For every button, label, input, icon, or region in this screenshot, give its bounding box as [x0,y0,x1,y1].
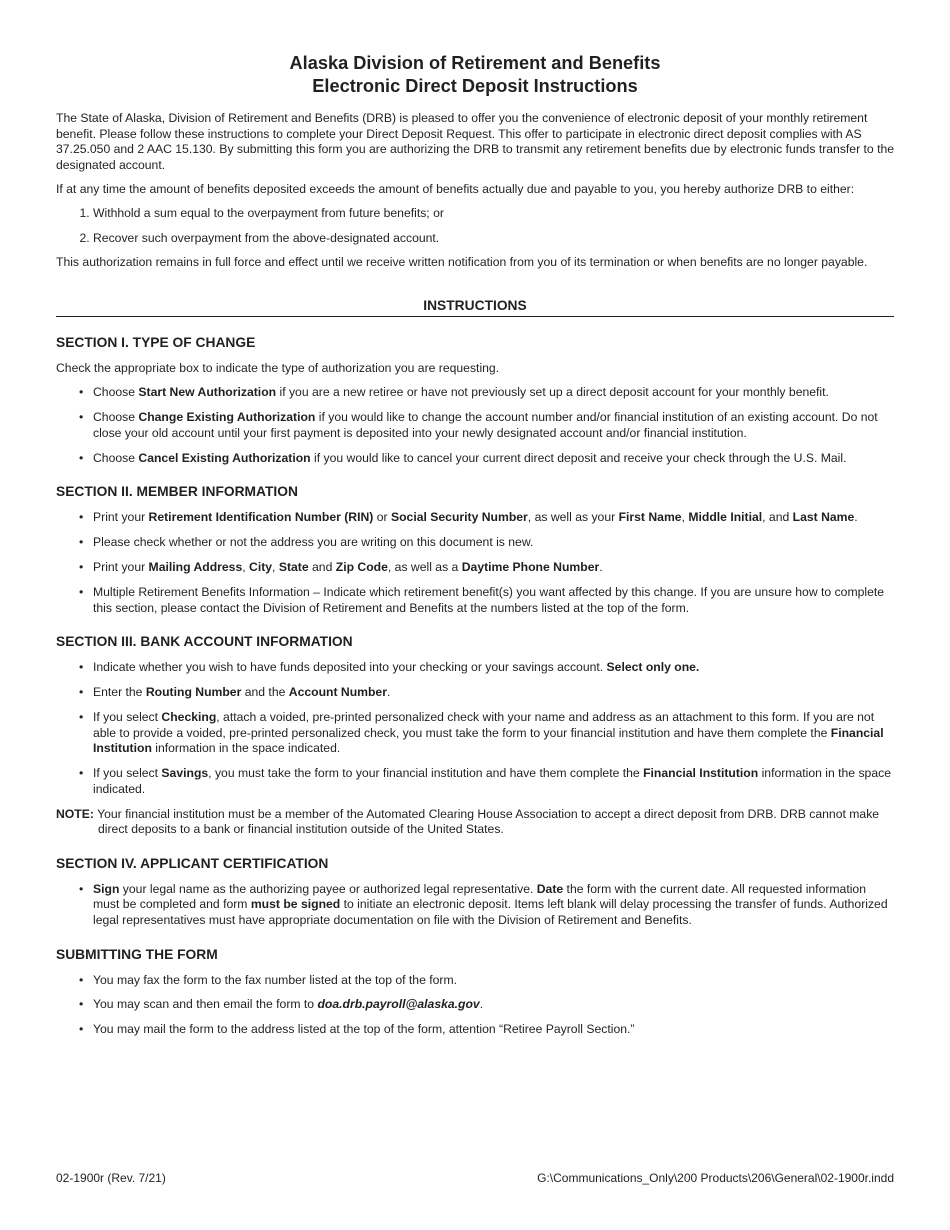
list-item: • You may scan and then email the form to doa.drb.payroll@alaska.gov. [79,997,484,1012]
list-item: • Print your Retirement Identification Number (RIN) or Social Security Number, as well as your First Name, Middle Initial, and Last Name. [79,510,858,525]
overpayment-paragraph: If at any time the amount of benefits deposited exceeds the amount of benefits actually due and payable to you, you hereby authorize DRB to either: [56,181,855,196]
list-item: • Multiple Retirement Benefits Information – Indicate which retirement benefit(s) you want affected by this change. If you are unsure how to complete this section, please contact the Division of Retirement and Benefits at the numbers listed at the top of the form. [79,585,885,615]
note-label: NOTE: [56,806,94,821]
section-1-heading: SECTION I. TYPE OF CHANGE [56,335,256,351]
list-item: • Choose Cancel Existing Authorization if you would like to cancel your current direct deposit and receive your check through the U.S. Mail. [79,450,847,465]
form-number: 02-1900r (Rev. 7/21) [56,1171,166,1185]
section-1-lead: Check the appropriate box to indicate the type of authorization you are requesting. [56,361,500,376]
title-line-1: Alaska Division of Retirement and Benefits [289,53,661,73]
submitting-heading: SUBMITTING THE FORM [56,946,218,962]
bullet-icon: • [79,972,84,987]
note-text: Your financial institution must be a member of the Automated Clearing House Association to accept a direct deposit from DRB. DRB cannot make direct deposits to a bank or financial institution outside of the United States. [93,806,880,837]
authorization-paragraph: This authorization remains in full force and effect until we receive written notification from you of its termination or when benefits are no longer payable. [56,255,868,270]
page-footer [56,1171,894,1185]
email-link[interactable]: doa.drb.payroll@alaska.gov [317,997,480,1012]
intro-paragraph: The State of Alaska, Division of Retirement and Benefits (DRB) is pleased to offer you the convenience of electronic deposit of your monthly retirement benefit. Please follow these instructions to complete your Direct Deposit Request. This offer to participate in electronic direct deposit complies with AS 37.25.050 and 2 AAC 15.130. By submitting this form you are authorizing the DRB to transmit any retirement benefits due by electronic funds transfer to the designated account. [56,111,895,172]
overpayment-options-list [56,206,894,246]
section-2-list [56,510,894,616]
note-paragraph [56,807,894,838]
bullet-icon: • [79,385,84,400]
overpayment-option: 2. Recover such overpayment from the above-designated account. [93,231,894,247]
bullet-icon: • [79,410,84,425]
list-item: • Please check whether or not the address you are writing on this document is new. [79,535,534,550]
submitting-list [56,973,894,1038]
bullet-icon: • [79,585,84,600]
list-item: • Indicate whether you wish to have funds deposited into your checking or your savings account. Select only one. [79,660,700,675]
bullet-icon: • [79,660,84,675]
list-item: • Sign your legal name as the authorizing payee or authorized legal representative. Date the form with the current date. All requested information must be completed and form must be signed to initiate an electronic deposit. Items left blank will delay processing the transfer of funds. Authorized legal representatives must have appropriate documentation on file with the Division of Retirement and Benefits. [79,881,888,927]
bullet-icon: • [79,881,84,896]
instructions-heading: INSTRUCTIONS [56,298,894,318]
list-item: • Enter the Routing Number and the Account Number. [79,685,391,700]
bullet-icon: • [79,685,84,700]
bullet-icon: • [79,710,84,725]
bullet-icon: • [79,535,84,550]
section-1-list [56,385,894,466]
list-item: • If you select Savings, you must take the form to your financial institution and have them complete the Financial Institution information in the space indicated. [79,766,891,796]
bullet-icon: • [79,1022,84,1037]
list-item: • You may mail the form to the address listed at the top of the form, attention “Retiree Payroll Section.” [79,1022,635,1037]
list-item: • You may fax the form to the fax number listed at the top of the form. [79,972,458,987]
bullet-icon: • [79,510,84,525]
section-2-heading: SECTION II. MEMBER INFORMATION [56,484,298,500]
file-path: G:\Communications_Only\200 Products\206\General\02-1900r.indd [537,1171,894,1185]
section-3-list [56,660,894,797]
section-4-heading: SECTION IV. APPLICANT CERTIFICATION [56,855,329,871]
bullet-icon: • [79,450,84,465]
overpayment-option: 1. Withhold a sum equal to the overpayment from future benefits; or [93,206,894,222]
list-item: • Print your Mailing Address, City, State and Zip Code, as well as a Daytime Phone Number. [79,560,603,575]
section-4-list [56,882,894,929]
document-page [56,52,894,1047]
section-3-heading: SECTION III. BANK ACCOUNT INFORMATION [56,634,353,650]
list-item: • If you select Checking, attach a voided, pre-printed personalized check with your name and address as an attachment to this form. If you are not able to provide a voided, pre-printed personalized check, you must take the form to your financial institution and have them complete the Financial Institution information in the space indicated. [79,710,884,756]
bullet-icon: • [79,997,84,1012]
list-item: • Choose Start New Authorization if you are a new retiree or have not previously set up a direct deposit account for your monthly benefit. [79,385,829,400]
list-item: • Choose Change Existing Authorization if you would like to change the account number and/or financial institution of an existing account. Do not close your old account until your first payment is deposited into your newly designated account and/or financial institution. [79,410,878,440]
bullet-icon: • [79,766,84,781]
title-line-2: Electronic Direct Deposit Instructions [312,75,638,96]
document-title [56,52,894,97]
bullet-icon: • [79,560,84,575]
